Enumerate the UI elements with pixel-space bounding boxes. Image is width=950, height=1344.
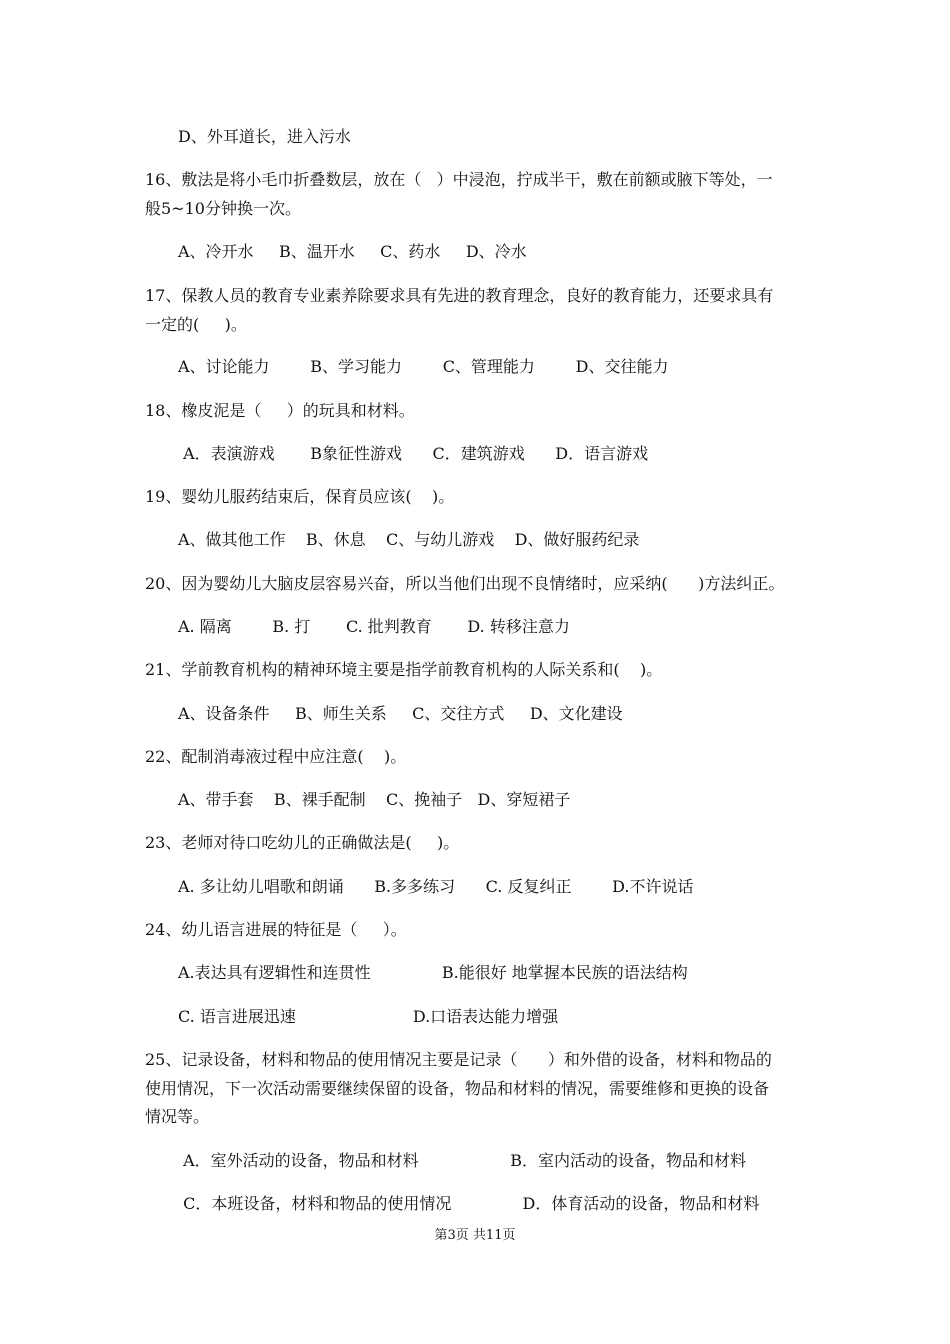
- q17-text-line1: 17、保教人员的教育专业素养除要求具有先进的教育理念，良好的教育能力，还要求具有: [145, 286, 774, 305]
- q24-text: 24、幼儿语言进展的特征是（ ）。: [145, 920, 407, 939]
- q15-option-d: D、外耳道长，进入污水: [178, 127, 351, 146]
- q19-text: 19、婴幼儿服药结束后，保育员应该( )。: [145, 487, 455, 506]
- q24-options-row2: C. 语言进展迅速 D.口语表达能力增强: [178, 1007, 559, 1026]
- q17-options: A、讨论能力 B、学习能力 C、管理能力 D、交往能力: [178, 357, 669, 376]
- q20-options: A. 隔离 B. 打 C. 批判教育 D. 转移注意力: [178, 617, 570, 636]
- q25-options-row1: A．室外活动的设备，物品和材料 B．室内活动的设备，物品和材料: [178, 1151, 746, 1170]
- q22-options: A、带手套 B、裸手配制 C、挽袖子 D、穿短裙子: [178, 790, 571, 809]
- q22-text: 22、配制消毒液过程中应注意( )。: [145, 747, 407, 766]
- q25-text-line3: 情况等。: [145, 1107, 210, 1126]
- q20-text: 20、因为婴幼儿大脑皮层容易兴奋，所以当他们出现不良情绪时，应采纳( )方法纠正。: [145, 574, 785, 593]
- q17-text-line2: 一定的( )。: [145, 315, 247, 334]
- q25-text-line1: 25、记录设备，材料和物品的使用情况主要是记录（ ）和外借的设备，材料和物品的: [145, 1050, 772, 1069]
- q25-text-line2: 使用情况，下一次活动需要继续保留的设备，物品和材料的情况，需要维修和更换的设备: [145, 1079, 770, 1098]
- q21-text: 21、学前教育机构的精神环境主要是指学前教育机构的人际关系和( )。: [145, 660, 663, 679]
- q19-options: A、做其他工作 B、休息 C、与幼儿游戏 D、做好服药纪录: [178, 530, 640, 549]
- q21-options: A、设备条件 B、师生关系 C、交往方式 D、文化建设: [178, 704, 623, 723]
- q24-options-row1: A.表达具有逻辑性和连贯性 B.能很好 地掌握本民族的语法结构: [178, 963, 688, 982]
- q23-text: 23、老师对待口吃幼儿的正确做法是( )。: [145, 833, 460, 852]
- q18-options: A．表演游戏 B象征性游戏 C．建筑游戏 D．语言游戏: [178, 444, 649, 463]
- q18-text: 18、橡皮泥是（ ）的玩具和材料。: [145, 401, 415, 420]
- q23-options: A. 多让幼儿唱歌和朗诵 B.多多练习 C. 反复纠正 D.不许说话: [178, 877, 694, 896]
- q25-options-row2: C．本班设备，材料和物品的使用情况 D．体育活动的设备，物品和材料: [178, 1194, 760, 1213]
- q16-text-line2: 般5~10分钟换一次。: [145, 199, 301, 218]
- q16-options: A、冷开水 B、温开水 C、药水 D、冷水: [178, 242, 527, 261]
- page-footer: 第3页 共11页: [434, 1228, 516, 1243]
- q16-text-line1: 16、敷法是将小毛巾折叠数层，放在（ ）中浸泡，拧成半干，敷在前额或腋下等处，一: [145, 170, 773, 189]
